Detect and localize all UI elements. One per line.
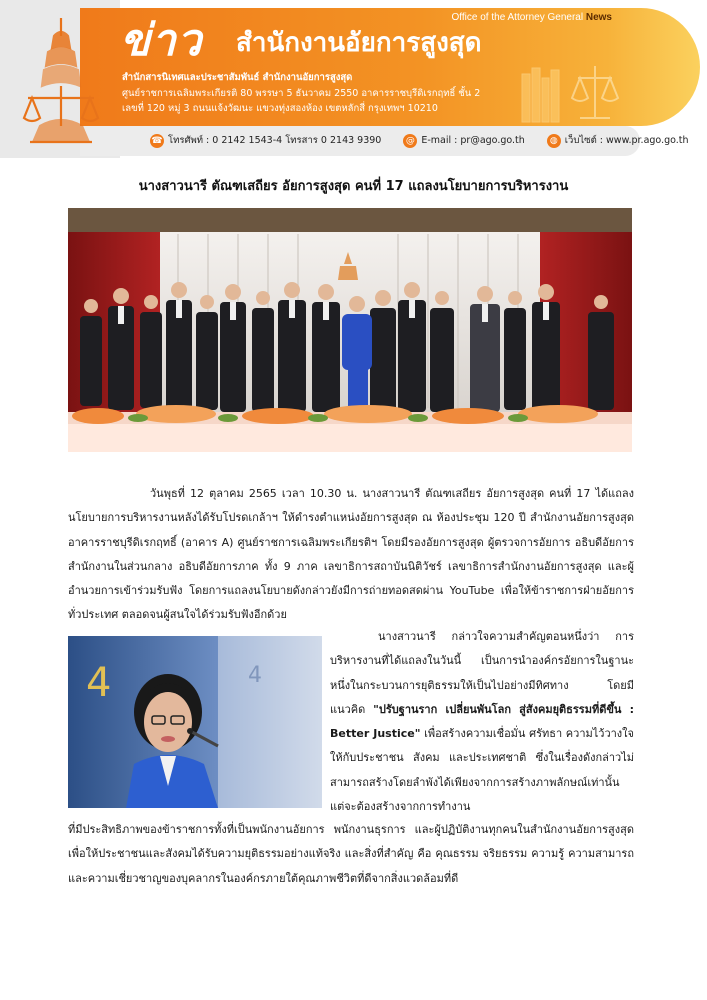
news-label: News: [585, 12, 612, 23]
group-photo: [68, 208, 632, 452]
article-paragraph-2: นางสาวนารี กล่าวใจความสำคัญตอนหนึ่งว่า การบริหารงานที่ได้แถลงในวันนี้ เป็นการนำองค์กรอัยการในฐานะหนึ่งในกระบวนการยุติธรรมให้เป็นไปอย่างมีทิศทาง โดยมีแนวคิด "ปรับฐานราก เปลี่ยนพันโลก สู่สังคมยุติธรรมที่ดีขึ้น : Better Justice" เพื่อสร้างความเชื่อมั่น ศรัทธา ความไว้วางใจให้กับประชาชน สังคม และประเทศชาติ ซึ่งในเรื่องดังกล่าวไม่สามารถสร้างโดยลำพังได้เพียงจากการสร้างภาพลักษณ์เท่านั้น แต่จะต้องสร้างจากการทำงาน: [330, 630, 634, 814]
masthead-contacts: [150, 133, 689, 148]
attorney-general-emblem-logo: [18, 14, 104, 150]
globe-icon: ◍: [547, 134, 561, 148]
masthead-english-name: Office of the Attorney General News: [451, 12, 612, 23]
contact-phone: ☎ โทรศัพท์ : 0 2142 1543-4 โทรสาร 0 2143 9390: [151, 135, 382, 146]
masthead-division: สำนักสารนิเทศและประชาสัมพันธ์ สำนักงานอัยการสูงสุด: [122, 72, 353, 83]
article-paragraph-3: ที่มีประสิทธิภาพของข้าราชการทั้งที่เป็นพนักงานอัยการ พนักงานธุรการ และผู้ปฏิบัติงานทุกคนในสำนักงานอัยการสูงสุด เพื่อให้ประชาชนและสังคมได้รับความยุติธรรมอย่างแท้จริง และสิ่งที่สำคัญ คือ คุณธรรม จริยธรรม ความรู้ ความสามารถและความเชี่ยวชาญของบุคลากรในองค์กรภายใต้คุณภาพชีวิตที่ดีจากสิ่งแวดล้อมที่ดี: [68, 823, 634, 885]
article-title: นางสาวนารี ตัณฑเสถียร อัยการสูงสุด คนที่ 17 แถลงนโยบายการบริหารงาน: [138, 179, 569, 194]
masthead-org-title: สำนักงานอัยการสูงสุด: [236, 28, 482, 58]
masthead-address-line2: เลขที่ 120 หมู่ 3 ถนนแจ้งวัฒนะ แขวงทุ่งสองห้อง เขตหลักสี่ กรุงเทพฯ 10210: [122, 103, 438, 114]
books-scales-decoration: [520, 60, 630, 126]
svg-text:4: 4: [248, 663, 262, 688]
phone-icon: ☎: [151, 135, 163, 146]
contact-website: ◍ เว็บไซต์ : www.pr.ago.go.th: [547, 133, 689, 148]
svg-text:4: 4: [86, 660, 112, 706]
speaker-photo: [68, 636, 322, 808]
policy-slogan: "ปรับฐานราก เปลี่ยนพันโลก สู่สังคมยุติธรรมที่ดีขึ้น : Better Justice": [330, 702, 634, 741]
contact-email: @ E-mail : pr@ago.go.th: [403, 133, 524, 148]
masthead: [0, 0, 707, 160]
email-icon: @: [403, 134, 417, 148]
article-paragraph-1: วันพุธที่ 12 ตุลาคม 2565 เวลา 10.30 น. นางสาวนารี ตัณฑเสถียร อัยการสูงสุด คนที่ 17 ได้แถลงนโยบายการบริหารงานหลังได้รับโปรดเกล้าฯ ให้ดำรงตำแหน่งอัยการสูงสุด ณ ห้องประชุม 120 ปี สำนักงานอัยการสูงสุด อาคารราชบุรีดิเรกฤทธิ์ (อาคาร A) ศูนย์ราชการเฉลิมพระเกียรติฯ โดยมีรองอัยการสูงสุด ผู้ตรวจการอัยการ อธิบดีอัยการสำนักงานในส่วนกลาง อธิบดีอัยการภาค ทั้ง 9 ภาค เลขาธิการสถาบันนิติวัชร์ เลขาธิการสำนักงานอัยการสูงสุด และผู้อำนวยการเข้าร่วมรับฟัง โดยการแถลงนโยบายดังกล่าวยังมีการถ่ายทอดสดผ่าน YouTube เพื่อให้ข้าราชการฝ่ายอัยการทั่วประเทศ ตลอดจนผู้สนใจได้ร่วมรับฟังอีกด้วย: [68, 487, 634, 622]
masthead-address-line1: ศูนย์ราชการเฉลิมพระเกียรติ 80 พรรษา 5 ธันวาคม 2550 อาคารราชบุรีดิเรกฤทธิ์ ชั้น 2: [122, 88, 481, 99]
masthead-news-title: ข่าว: [120, 15, 203, 66]
